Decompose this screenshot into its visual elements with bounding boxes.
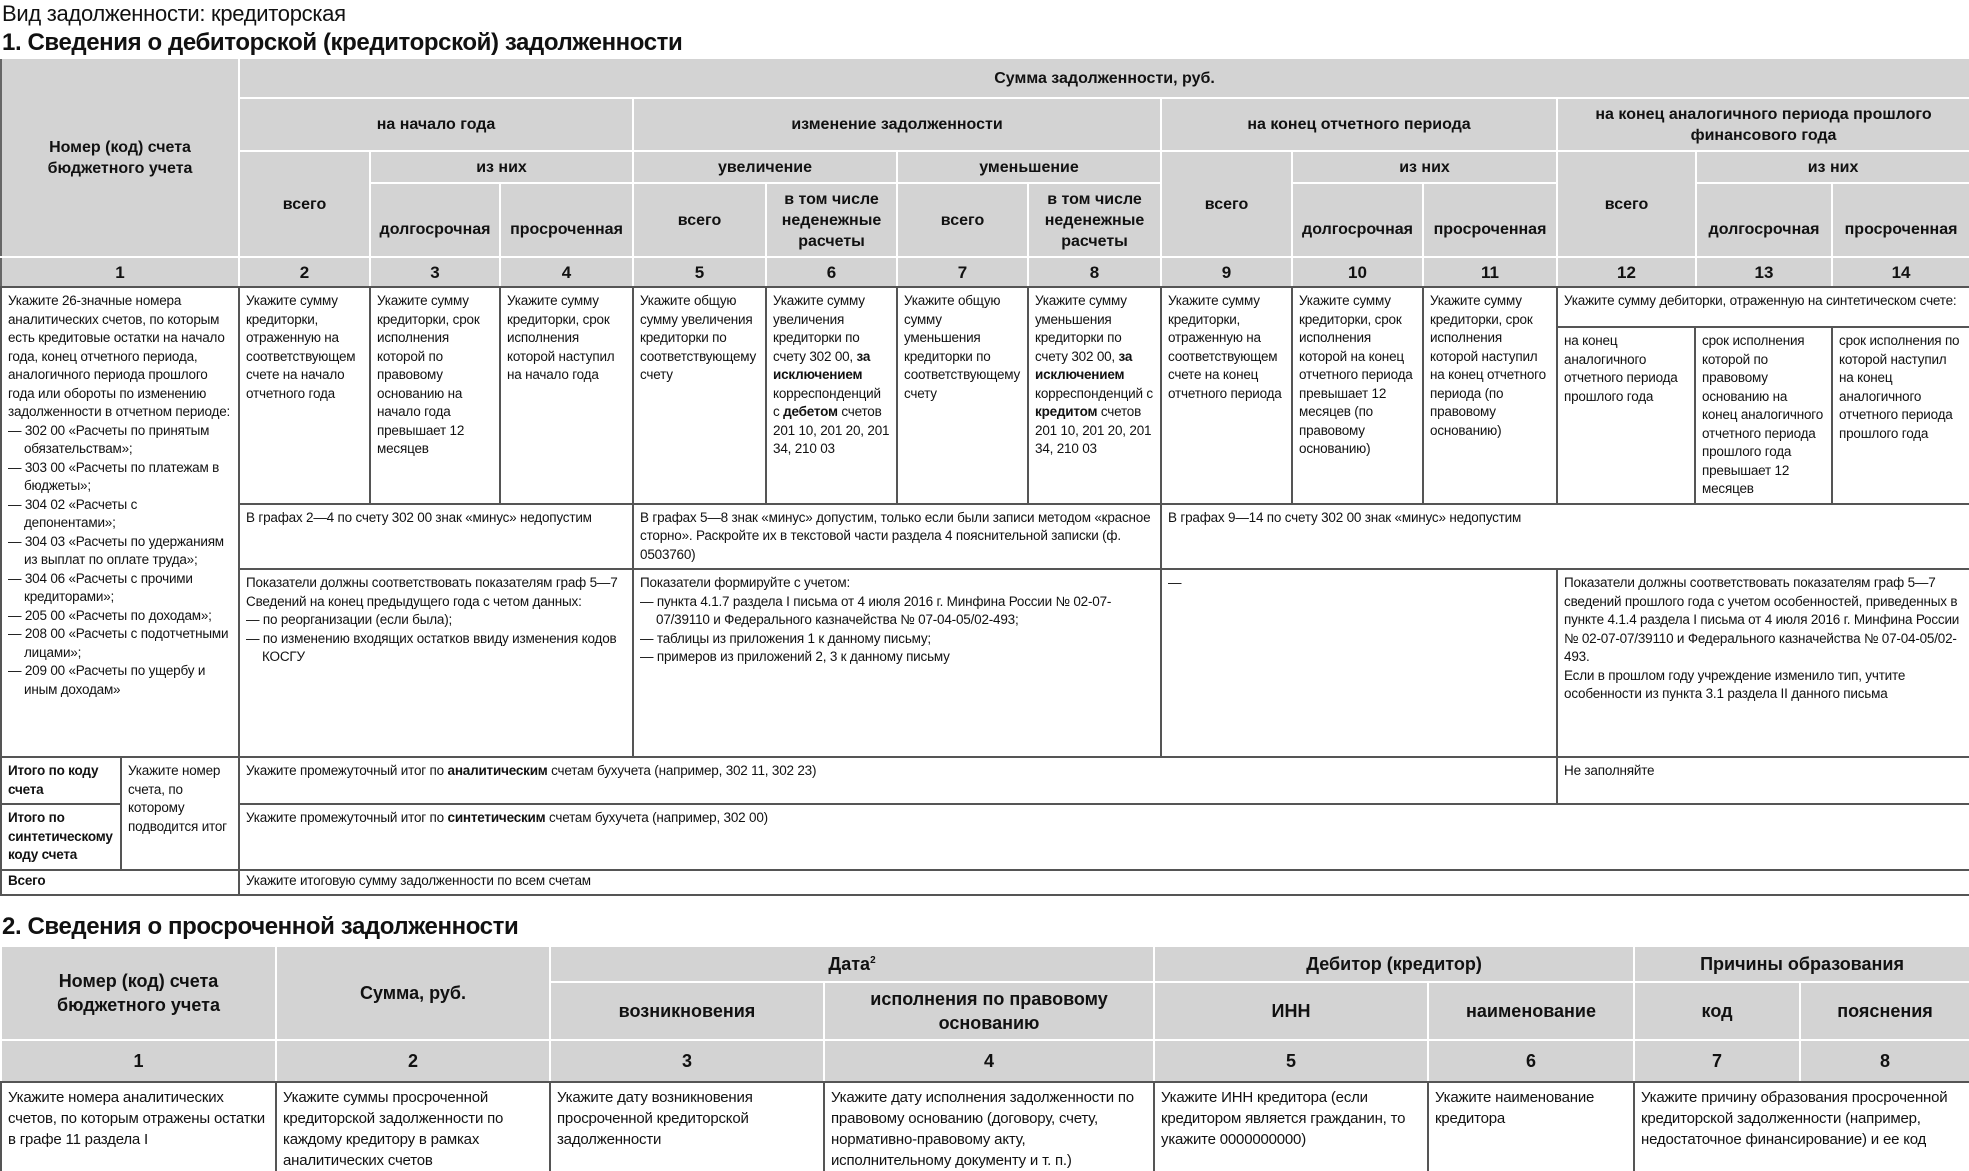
col-number-5: 5 — [633, 257, 766, 287]
header-increase-total: всего — [633, 183, 766, 257]
rule-item: — примеров из приложений 2, 3 к данному письму — [640, 649, 950, 664]
instruction-col-12-14 — [1557, 287, 1969, 504]
rule-item: — пункта 4.1.7 раздела I письма от 4 июля 2016 г. Минфина России № 02-07-07/39110 и Федерального казначейства № 07-04-05/02-493; — [640, 593, 1112, 627]
header-date-label: Дата — [828, 954, 871, 974]
receivables-payables-table — [0, 57, 1969, 896]
overdue-instruction-col-5: Укажите ИНН кредитора (если кредитором является гражданин, то укажите 0000000000) — [1154, 1082, 1428, 1171]
col-number-6: 6 — [766, 257, 897, 287]
instruction-col-2: Укажите сумму кредиторки, отраженную на соответствующем счете на начало отчетного года — [239, 287, 370, 504]
instruction-col-6 — [766, 287, 897, 504]
header-inn: ИНН — [1154, 982, 1428, 1040]
col-number-4: 4 — [500, 257, 633, 287]
col-number-4: 4 — [824, 1040, 1154, 1082]
header-start-of-them: из них — [370, 151, 633, 183]
text: счетам бухучета (например, 302 11, 302 23) — [547, 763, 817, 778]
header-account-number: Номер (код) счета бюджетного учета — [1, 58, 239, 257]
minus-rule-cols-9-14: В графах 9—14 по счету 302 00 знак «минус» недопустим — [1161, 504, 1969, 570]
emphasis: синтетическим — [447, 810, 546, 825]
account-item: — 304 06 «Расчеты с прочими кредиторами»; — [8, 570, 193, 604]
account-item: — 205 00 «Расчеты по доходам»; — [8, 607, 212, 623]
instruction-col-7: Укажите общую сумму уменьшения кредиторки по соответствующему счету — [897, 287, 1028, 504]
instruction-col-8 — [1028, 287, 1161, 504]
overdue-instruction-col-6: Укажите наименование кредитора — [1428, 1082, 1634, 1171]
section1-title: 1. Сведения о дебиторской (кредиторской) задолженности — [2, 29, 683, 56]
instruction-col-12-14-head: Укажите сумму дебиторки, отраженную на синтетическом счете: — [1558, 288, 1969, 328]
text: счетов 201 10, 201 20, 201 34, 210 03 — [1035, 404, 1152, 456]
header-prev-of-them: из них — [1696, 151, 1969, 183]
header-date-arise: возникновения — [550, 982, 824, 1040]
rule-cols-12-14 — [1557, 569, 1969, 757]
header-debt-sum: Сумма задолженности, руб. — [239, 58, 1969, 98]
col-number-10: 10 — [1292, 257, 1423, 287]
account-item: — 303 00 «Расчеты по платежам в бюджеты»; — [8, 459, 220, 493]
rule-item: — по реорганизации (если была); — [246, 612, 453, 627]
header-start-of-year: на начало года — [239, 98, 633, 151]
overdue-debt-table — [0, 945, 1969, 1171]
header-date-due: исполнения по правовому основанию — [824, 982, 1154, 1040]
col-number-1: 1 — [1, 257, 239, 287]
total-account-hint: Укажите номер счета, по которому подводится итог — [121, 757, 239, 870]
header-debtor: Дебитор (кредитор) — [1154, 946, 1634, 982]
col-number-12: 12 — [1557, 257, 1696, 287]
text: счетам бухучета (например, 302 00) — [545, 810, 768, 825]
instruction-col-4: Укажите сумму кредиторки, срок исполнения которой наступил на начало года — [500, 287, 633, 504]
grand-total-label: Всего — [1, 870, 239, 896]
col-number-14: 14 — [1832, 257, 1969, 287]
total-by-code-label: Итого по коду счета — [1, 757, 121, 804]
account-item: — 304 02 «Расчеты с депонентами»; — [8, 496, 138, 530]
header-end-overdue: просроченная — [1423, 183, 1557, 257]
instruction-col-14: срок исполнения по которой наступил на конец аналогичного отчетного периода прошлого года — [1832, 328, 1969, 503]
emphasis: кредитом — [1035, 404, 1098, 419]
col-number-8: 8 — [1028, 257, 1161, 287]
emphasis: аналитическим — [447, 763, 548, 778]
rule-item: — таблицы из приложения 1 к данному письму; — [640, 630, 931, 646]
text: Укажите сумму увеличения кредиторки по счету 302 00, — [773, 293, 865, 364]
text: счетов 201 10, 201 20, 201 34, 210 03 — [773, 404, 890, 456]
header-end-total: всего — [1161, 151, 1292, 257]
col-number-8: 8 — [1800, 1040, 1969, 1082]
col-number-1: 1 — [1, 1040, 276, 1082]
grand-total-text: Укажите итоговую сумму задолженности по всем счетам — [239, 870, 1969, 896]
text: корреспонденций с — [773, 385, 881, 419]
header-prev-year-period: на конец аналогичного периода прошлого финансового года — [1557, 98, 1969, 151]
account-item: — 209 00 «Расчеты по ущербу и иным доходам» — [8, 663, 206, 697]
header-decrease-total: всего — [897, 183, 1028, 257]
section2-title: 2. Сведения о просроченной задолженности — [2, 913, 519, 940]
rule-text: Показатели должны соответствовать показателям граф 5—7 сведений прошлого года с учетом особенностей, приведенных в пункте 4.1.4 раздела I письма от 4 июля 2016 г. Минфина России № 02-07-07/39110 и Федерального казначейства № 07-04-05/02-493. — [1564, 575, 1960, 664]
header-decrease: уменьшение — [897, 151, 1161, 183]
minus-rule-cols-2-4: В графах 2—4 по счету 302 00 знак «минус» недопустим — [239, 504, 633, 570]
header-end-of-period: на конец отчетного периода — [1161, 98, 1557, 151]
header-increase: увеличение — [633, 151, 897, 183]
account-instructions-intro: Укажите 26-значные номера аналитических счетов, по которым есть кредитовые остатки на начало года, конец отчетного периода, аналогичного периода прошлого года или обороты по изменению задолженности в отчетном периоде: — [8, 293, 231, 419]
instruction-col-12-14-split — [1558, 328, 1969, 503]
header-start-long-term: долгосрочная — [370, 183, 500, 257]
col-number-2: 2 — [276, 1040, 550, 1082]
header-prev-long-term: долгосрочная — [1696, 183, 1832, 257]
debt-type-label: Вид задолженности: кредиторская — [2, 1, 346, 26]
rule-item: — по изменению входящих остатков ввиду изменения кодов КОСГУ — [246, 630, 617, 664]
instruction-col-9: Укажите сумму кредиторки, отраженную на соответствующем счете на конец отчетного периода — [1161, 287, 1292, 504]
text: Укажите промежуточный итог по — [246, 810, 448, 825]
emphasis: за исключением — [1035, 348, 1133, 382]
header-debt-change: изменение задолженности — [633, 98, 1161, 151]
col-number-3: 3 — [550, 1040, 824, 1082]
col-number-2: 2 — [239, 257, 370, 287]
header-code: код — [1634, 982, 1800, 1040]
header-end-long-term: долгосрочная — [1292, 183, 1423, 257]
text: Укажите сумму уменьшения кредиторки по счету 302 00, — [1035, 293, 1127, 364]
header-increase-non-cash: в том числе неденежные расчеты — [766, 183, 897, 257]
header-prev-overdue: просроченная — [1832, 183, 1969, 257]
instruction-col-10: Укажите сумму кредиторки, срок исполнения которой на конец отчетного периода превышает 12 месяцев (по правовому основанию) — [1292, 287, 1423, 504]
emphasis: за исключением — [773, 348, 871, 382]
overdue-instruction-col-1: Укажите номера аналитических счетов, по которым отражены остатки в графе 11 раздела I — [1, 1082, 276, 1171]
header-prev-total: всего — [1557, 151, 1696, 257]
overdue-instruction-col-7-8: Укажите причину образования просроченной кредиторской задолженности (например, недостаточное финансирование) и ее код — [1634, 1082, 1969, 1171]
col-number-11: 11 — [1423, 257, 1557, 287]
instruction-col-5: Укажите общую сумму увеличения кредиторки по соответствующему счету — [633, 287, 766, 504]
rule-cols-9-11: — — [1161, 569, 1557, 757]
col-number-6: 6 — [1428, 1040, 1634, 1082]
rule-note: Если в прошлом году учреждение изменило тип, учтите особенности из пункта 3.1 раздела II данного письма — [1564, 667, 1906, 701]
header-reasons: Причины образования — [1634, 946, 1969, 982]
col-number-5: 5 — [1154, 1040, 1428, 1082]
col-number-13: 13 — [1696, 257, 1832, 287]
text: корреспонденций с — [1035, 385, 1153, 401]
account-item: — 208 00 «Расчеты с подотчетными лицами»; — [8, 626, 229, 660]
header-date — [550, 946, 1154, 982]
header-sum: Сумма, руб. — [276, 946, 550, 1040]
instruction-col-12: на конец аналогичного отчетного периода прошлого года — [1564, 333, 1678, 404]
footnote-marker: 2 — [870, 955, 876, 966]
total-by-code-text — [239, 757, 1557, 804]
account-instructions-cell — [1, 287, 239, 757]
header-decrease-non-cash: в том числе неденежные расчеты — [1028, 183, 1161, 257]
header-explain: пояснения — [1800, 982, 1969, 1040]
col-number-9: 9 — [1161, 257, 1292, 287]
total-by-synthetic-text — [239, 804, 1969, 870]
header-name: наименование — [1428, 982, 1634, 1040]
header-start-total: всего — [239, 151, 370, 257]
text: Укажите промежуточный итог по — [246, 763, 448, 778]
header-account-number: Номер (код) счета бюджетного учета — [1, 946, 276, 1040]
instruction-col-13: срок исполнения которой по правовому основанию на конец аналогичного отчетного периода прошлого года превышает 12 месяцев — [1695, 328, 1832, 503]
minus-rule-cols-5-8: В графах 5—8 знак «минус» допустим, только если были записи методом «красное сторно». Раскройте их в текстовой части раздела 4 пояснительной записки (ф. 0503760) — [633, 504, 1161, 570]
emphasis: дебетом — [783, 404, 838, 419]
overdue-instruction-col-4: Укажите дату исполнения задолженности по правовому основанию (договору, счету, нормативно-правовому акту, исполнительному документу и т. п.) — [824, 1082, 1154, 1171]
header-end-of-them: из них — [1292, 151, 1557, 183]
account-item: — 304 03 «Расчеты по удержаниям из выплат по оплате труда»; — [8, 533, 224, 567]
rule-intro: Показатели формируйте с учетом: — [640, 575, 851, 590]
overdue-instruction-col-2: Укажите суммы просроченной кредиторской задолженности по каждому кредитору в рамках аналитических счетов — [276, 1082, 550, 1171]
overdue-instruction-col-3: Укажите дату возникновения просроченной кредиторской задолженности — [550, 1082, 824, 1171]
col-number-7: 7 — [1634, 1040, 1800, 1082]
col-number-7: 7 — [897, 257, 1028, 287]
rule-cols-5-8 — [633, 569, 1161, 757]
header-start-overdue: просроченная — [500, 183, 633, 257]
rule-intro: Показатели должны соответствовать показателям граф 5—7 Сведений на конец предыдущего года с четом данных: — [246, 575, 618, 609]
instruction-col-3: Укажите сумму кредиторки, срок исполнения которой по правовому основанию на начало года превышает 12 месяцев — [370, 287, 500, 504]
rule-cols-2-4 — [239, 569, 633, 757]
total-by-code-prev-year: Не заполняйте — [1557, 757, 1969, 804]
col-number-3: 3 — [370, 257, 500, 287]
total-by-synthetic-label: Итого по синтетическому коду счета — [1, 804, 121, 870]
instruction-col-11: Укажите сумму кредиторки, срок исполнения которой наступил на конец отчетного периода (по правовому основанию) — [1423, 287, 1557, 504]
account-item: — 302 00 «Расчеты по принятым обязательствам»; — [8, 422, 210, 456]
